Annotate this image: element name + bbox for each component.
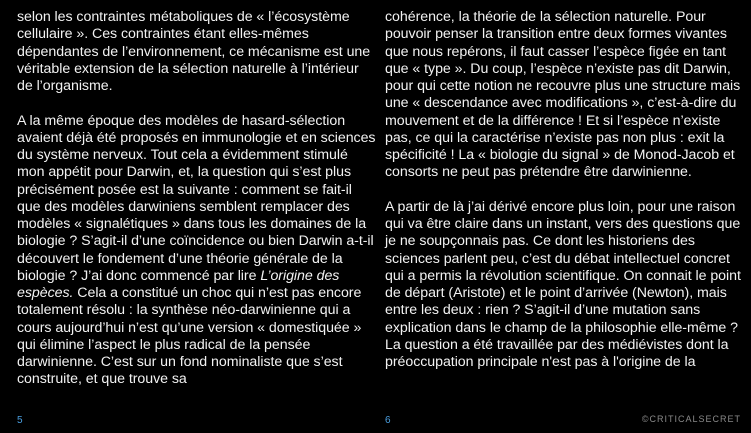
page-number-left: 5 xyxy=(17,415,23,426)
right-paragraph-2-text: A partir de là j’ai dérivé encore plus loin, pour une raison qui va être claire dans un instant, vers des questions que je ne soupçonnais pas. Ce dont les historiens des sciences parlent peu, c’est du débat intellectuel concret qui a permis la révolution scientifique. On connait le point de départ (Aristote) et le point d’arrivée (Newton), mais entre les deux : rien ? S’agit-il d’une mutation sans explication dans le champ de la philosophie elle-même ? La question a été travaillée par des médiévistes dont la préoccupation principale n'est pas à l'origine de la xyxy=(385,198,741,370)
brand-watermark: ©CRITICALSECRET xyxy=(641,414,741,424)
right-paragraph-2 xyxy=(385,199,741,372)
right-paragraph-1-text: cohérence, la théorie de la sélection naturelle. Pour pouvoir penser la transition entre deux formes vivantes que nous repérons, il faut casser l’espèce figée en tant que « type ». Du coup, l’espèce n’existe pas dit Darwin, pour qui cette notion ne recouvre plus une structure mais une « descendance avec modifications », c’est-à-dire du mouvement et de la différence ! Et si l’espèce n’existe pas, ce qui la caractérise n’existe pas non plus : exit la spécificité ! La « biologie du signal » de Monod-Jacob et consorts ne peut pas prétendre être darwinienne. xyxy=(385,9,741,181)
left-page-text xyxy=(17,9,377,389)
page-number-right: 6 xyxy=(385,415,391,426)
left-paragraph-2-text-a: A la même époque des modèles de hasard-sélection avaient déjà été proposés en immunologie et en sciences du système nerveux. Tout cela a évidemment stimulé mon appétit pour Darwin, et, la question qui s’est plus précisément posée est la suivante : comment se fait-il que des modèles darwiniens semblent remplacer des modèles « signalétiques » dans tous les domaines de la biologie ? S’agit-il d’une coïncidence ou bien Darwin a-t-il découvert le fondement d’une théorie générale de la biologie ? J’ai donc commencé par lire xyxy=(17,112,376,284)
left-paragraph-2-text-b: Cela a constitué un choc qui n’est pas encore totalement résolu : la synthèse néo-darwinienne qui a cours aujourd’hui n’est qu’une version « domestiquée » qui élimine l’aspect le plus radical de la pensée darwinienne. C’est sur un fond nominaliste que s’est construite, et que trouve sa xyxy=(17,285,362,388)
left-paragraph-2 xyxy=(17,113,377,389)
left-paragraph-1-text: selon les contraintes métaboliques de « l’écosystème cellulaire ». Ces contraintes étant elles-mêmes dépendantes de l’environnement, ce mécanisme est une véritable extension de la sélection naturelle à l’intérieur de l’organisme. xyxy=(17,9,371,94)
right-paragraph-1 xyxy=(385,9,741,182)
right-page-text xyxy=(385,9,741,371)
book-title-italic: L’origine des espèces. xyxy=(17,267,340,301)
left-paragraph-1 xyxy=(17,9,377,95)
